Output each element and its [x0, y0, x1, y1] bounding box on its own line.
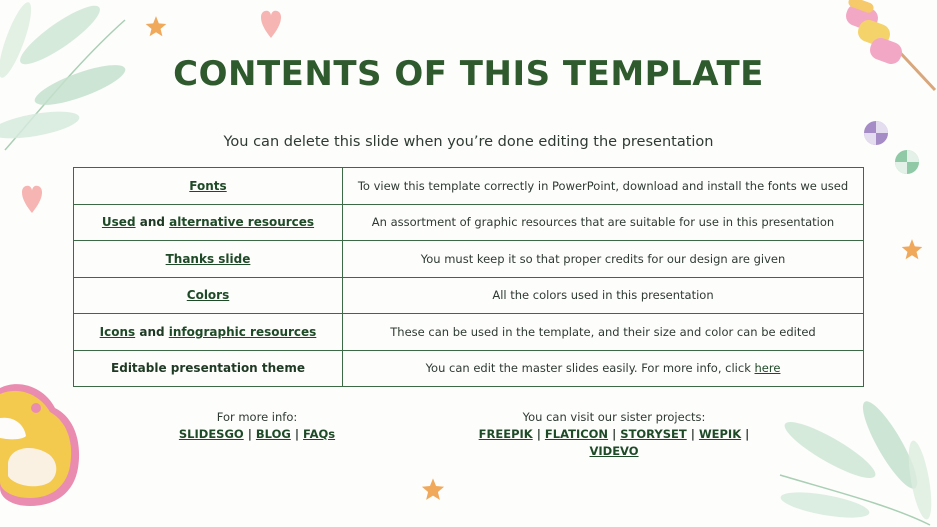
- resource-label: Editable presentation theme: [111, 361, 305, 376]
- star-icon: [143, 14, 169, 40]
- footer-sister-projects-links: [455, 426, 773, 460]
- flaticon-link[interactable]: FLATICON: [544, 427, 609, 441]
- description-text: All the colors used in this presentation: [492, 288, 714, 303]
- description-text: You can edit the master slides easily. For more info, click: [425, 361, 755, 376]
- contents-table: [73, 167, 864, 387]
- star-icon: [899, 237, 925, 263]
- storyset-link[interactable]: STORYSET: [620, 427, 687, 441]
- used-link[interactable]: Used: [101, 215, 136, 230]
- heart-icon: [20, 183, 44, 215]
- fonts-link[interactable]: Fonts: [189, 178, 227, 193]
- page-subtitle: You can delete this slide when you’re done editing the presentation: [223, 134, 714, 150]
- footer-sister-projects-heading: You can visit our sister projects:: [522, 410, 706, 424]
- candy-icon: [893, 148, 921, 176]
- link-separator: |: [608, 427, 621, 441]
- table-cell-resource: [74, 241, 343, 278]
- footer-more-info-heading: For more info:: [216, 410, 298, 424]
- table-cell-description: [343, 277, 864, 314]
- description-text: To view this template correctly in PowerPoint, download and install the fonts we used: [357, 178, 849, 193]
- table-cell-description: [343, 204, 864, 241]
- blog-link[interactable]: BLOG: [255, 427, 291, 441]
- faqs-link[interactable]: FAQs: [303, 427, 336, 441]
- description-text: An assortment of graphic resources that are suitable for use in this presentation: [371, 215, 835, 230]
- videvo-link[interactable]: VIDEVO: [589, 444, 639, 458]
- colors-link[interactable]: Colors: [186, 288, 230, 303]
- footer-sister-projects: [455, 409, 773, 460]
- alternative-resources-link[interactable]: alternative resources: [169, 215, 315, 230]
- description-text: These can be used in the template, and their size and color can be edited: [390, 324, 816, 339]
- table-cell-description: [343, 350, 864, 387]
- link-separator: |: [686, 427, 699, 441]
- link-separator: |: [290, 427, 304, 441]
- table-cell-resource: [74, 204, 343, 241]
- here-link[interactable]: here: [754, 361, 781, 376]
- table-cell-description: [343, 241, 864, 278]
- heart-icon: [259, 8, 283, 40]
- page-title: CONTENTS OF THIS TEMPLATE: [173, 54, 764, 94]
- star-icon: [419, 476, 447, 504]
- footer-more-info: [157, 409, 357, 443]
- table-row: [74, 204, 864, 241]
- table-cell-resource: [74, 314, 343, 351]
- footer-more-info-links: [157, 426, 357, 443]
- resource-label: and: [135, 215, 170, 230]
- thanks-slide-link[interactable]: Thanks slide: [165, 251, 251, 266]
- table-cell-resource: [74, 277, 343, 314]
- link-separator: |: [741, 427, 750, 441]
- wepik-link[interactable]: WEPIK: [698, 427, 742, 441]
- table-row: [74, 314, 864, 351]
- slidesgo-link[interactable]: SLIDESGO: [178, 427, 244, 441]
- table-cell-description: [343, 168, 864, 205]
- table-cell-resource: [74, 168, 343, 205]
- baby-bib-icon: [0, 378, 84, 508]
- resource-label: and: [135, 324, 169, 339]
- leaf-icon: [770, 395, 937, 527]
- link-separator: |: [532, 427, 545, 441]
- icons-link[interactable]: Icons: [99, 324, 136, 339]
- description-text: You must keep it so that proper credits for our design are given: [420, 251, 786, 266]
- table-row: [74, 350, 864, 387]
- table-row: [74, 168, 864, 205]
- infographic-resources-link[interactable]: infographic resources: [168, 324, 317, 339]
- table-cell-description: [343, 314, 864, 351]
- table-row: [74, 241, 864, 278]
- contents-table-body: [74, 168, 864, 387]
- table-cell-resource: [74, 350, 343, 387]
- link-separator: |: [243, 427, 256, 441]
- table-row: [74, 277, 864, 314]
- freepik-link[interactable]: FREEPIK: [478, 427, 533, 441]
